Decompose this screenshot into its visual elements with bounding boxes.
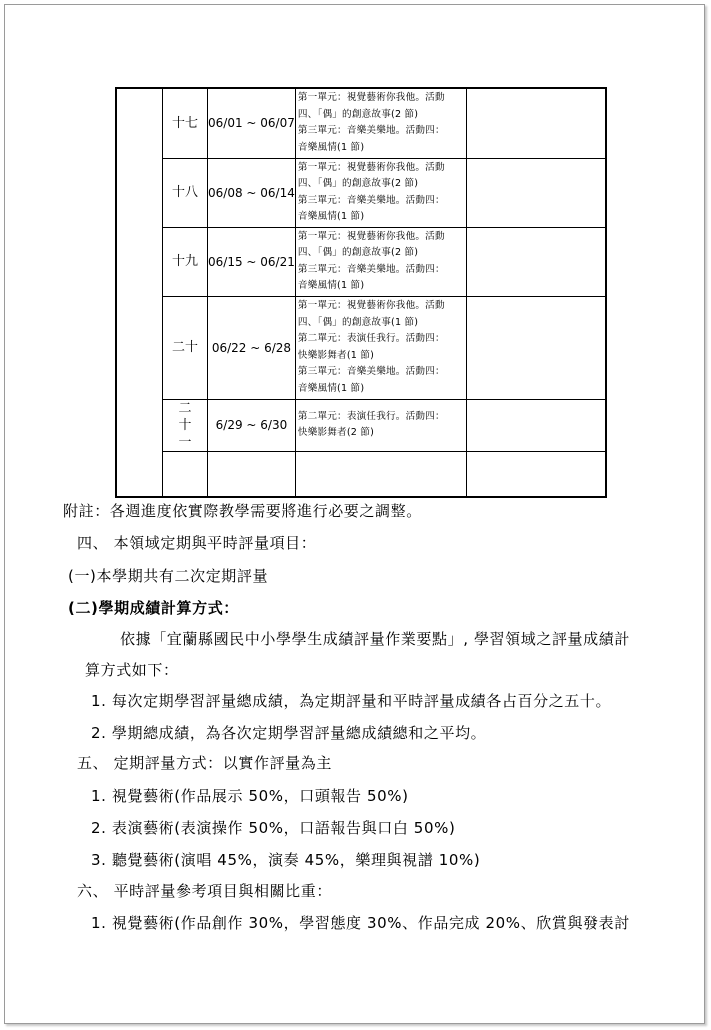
content-line: 第三單元：音樂美樂地。活動四： — [297, 263, 445, 275]
week-cell — [163, 399, 208, 451]
content-line: 第一單元：視覺藝術你我他。活動 — [297, 161, 445, 173]
content-cell — [295, 158, 466, 227]
list-item: 1. 視覺藝術(作品展示 50%，口頭報告 50%) — [91, 787, 409, 805]
remarks-cell — [466, 296, 606, 399]
week-cell: 十九 — [163, 227, 208, 296]
content-line: 四、「偶」的創意故事(2 節) — [297, 108, 419, 120]
content-line: 快樂影舞者(2 節) — [297, 427, 375, 438]
week-cell — [163, 451, 208, 497]
content-cell — [295, 399, 466, 451]
week-cell: 十七 — [163, 88, 208, 158]
content-cell — [295, 296, 466, 399]
content-cell — [295, 88, 466, 158]
content-line: 第三單元：音樂美樂地。活動四： — [297, 125, 445, 137]
table-row — [116, 451, 606, 497]
content-line: 四、「偶」的創意故事(1 節) — [297, 316, 419, 328]
remarks-cell — [466, 227, 606, 296]
content-line: 音樂風情(1 節) — [297, 211, 365, 222]
list-item: 2. 學期總成績，為各次定期學習評量總成績總和之平均。 — [91, 724, 487, 742]
content-line: 音樂風情(1 節) — [297, 280, 365, 291]
stage-column-cell — [116, 88, 163, 497]
content-line: 第三單元：音樂美樂地。活動四： — [297, 366, 445, 377]
content-line: 第一單元：視覺藝術你我他。活動 — [297, 92, 445, 104]
date-cell: 06/01 ~ 06/07 — [208, 88, 296, 158]
content-line: 第一單元：視覺藝術你我他。活動 — [297, 230, 445, 242]
section-5-heading: 五、 定期評量方式：以實作評量為主 — [77, 754, 332, 772]
content-line: 快樂影舞者(1 節) — [297, 349, 375, 361]
content-line: 四、「偶」的創意故事(2 節) — [297, 178, 419, 189]
content-line: 第三單元：音樂美樂地。活動四： — [297, 194, 445, 206]
date-cell: 06/22 ~ 6/28 — [208, 296, 296, 399]
remarks-cell — [466, 399, 606, 451]
table-row — [116, 399, 606, 451]
date-cell: 06/08 ~ 06/14 — [208, 158, 296, 227]
content-line: 第二單元：表演任我行。活動四： — [297, 333, 445, 344]
date-cell: 06/15 ~ 06/21 — [208, 227, 296, 296]
section-4-item-1: (一)本學期共有二次定期評量 — [68, 567, 269, 585]
week-cell: 二十 — [163, 296, 208, 399]
remarks-cell — [466, 451, 606, 497]
remarks-cell — [466, 158, 606, 227]
content-line: 四、「偶」的創意故事(2 節) — [297, 247, 419, 258]
content-cell — [295, 451, 466, 497]
week-cell: 十八 — [163, 158, 208, 227]
content-line: 第一單元：視覺藝術你我他。活動 — [297, 300, 445, 311]
remarks-cell — [466, 88, 606, 158]
content-line: 第二單元：表演任我行。活動四： — [297, 410, 445, 422]
table-row — [116, 227, 606, 296]
date-cell — [208, 451, 296, 497]
table-row — [116, 88, 606, 158]
section-4-heading: 四、 本領域定期與平時評量項目： — [77, 534, 317, 552]
list-item: 1. 視覺藝術(作品創作 30%，學習態度 30%、作品完成 20%、欣賞與發表討 — [91, 914, 630, 932]
date-cell: 6/29 ~ 6/30 — [208, 399, 296, 451]
section-6-heading: 六、 平時評量參考項目與相關比重： — [77, 882, 332, 900]
section-4-item-2: (二)學期成績計算方式： — [68, 599, 239, 617]
list-item: 3. 聽覺藝術(演唱 45%，演奏 45%，樂理與視譜 10%) — [91, 851, 481, 869]
list-item: 2. 表演藝術(表演操作 50%，口語報告與口白 50%) — [91, 819, 456, 837]
week-label: 二十一 — [178, 400, 192, 450]
content-cell — [295, 227, 466, 296]
content-line: 音樂風情(1 節) — [297, 382, 365, 394]
paragraph-line-2: 算方式如下： — [85, 661, 179, 679]
table-row — [116, 158, 606, 227]
table-note: 附註：各週進度依實際教學需要將進行必要之調整。 — [63, 502, 422, 520]
table-row — [116, 296, 606, 399]
schedule-table — [115, 87, 607, 498]
list-item: 1. 每次定期學習評量總成績，為定期評量和平時評量成績各占百分之五十。 — [91, 692, 612, 710]
content-line: 音樂風情(1 節) — [297, 141, 365, 153]
paragraph-line-1: 依據「宜蘭縣國民中小學學生成績評量作業要點」, 學習領域之評量成績計 — [120, 630, 630, 648]
